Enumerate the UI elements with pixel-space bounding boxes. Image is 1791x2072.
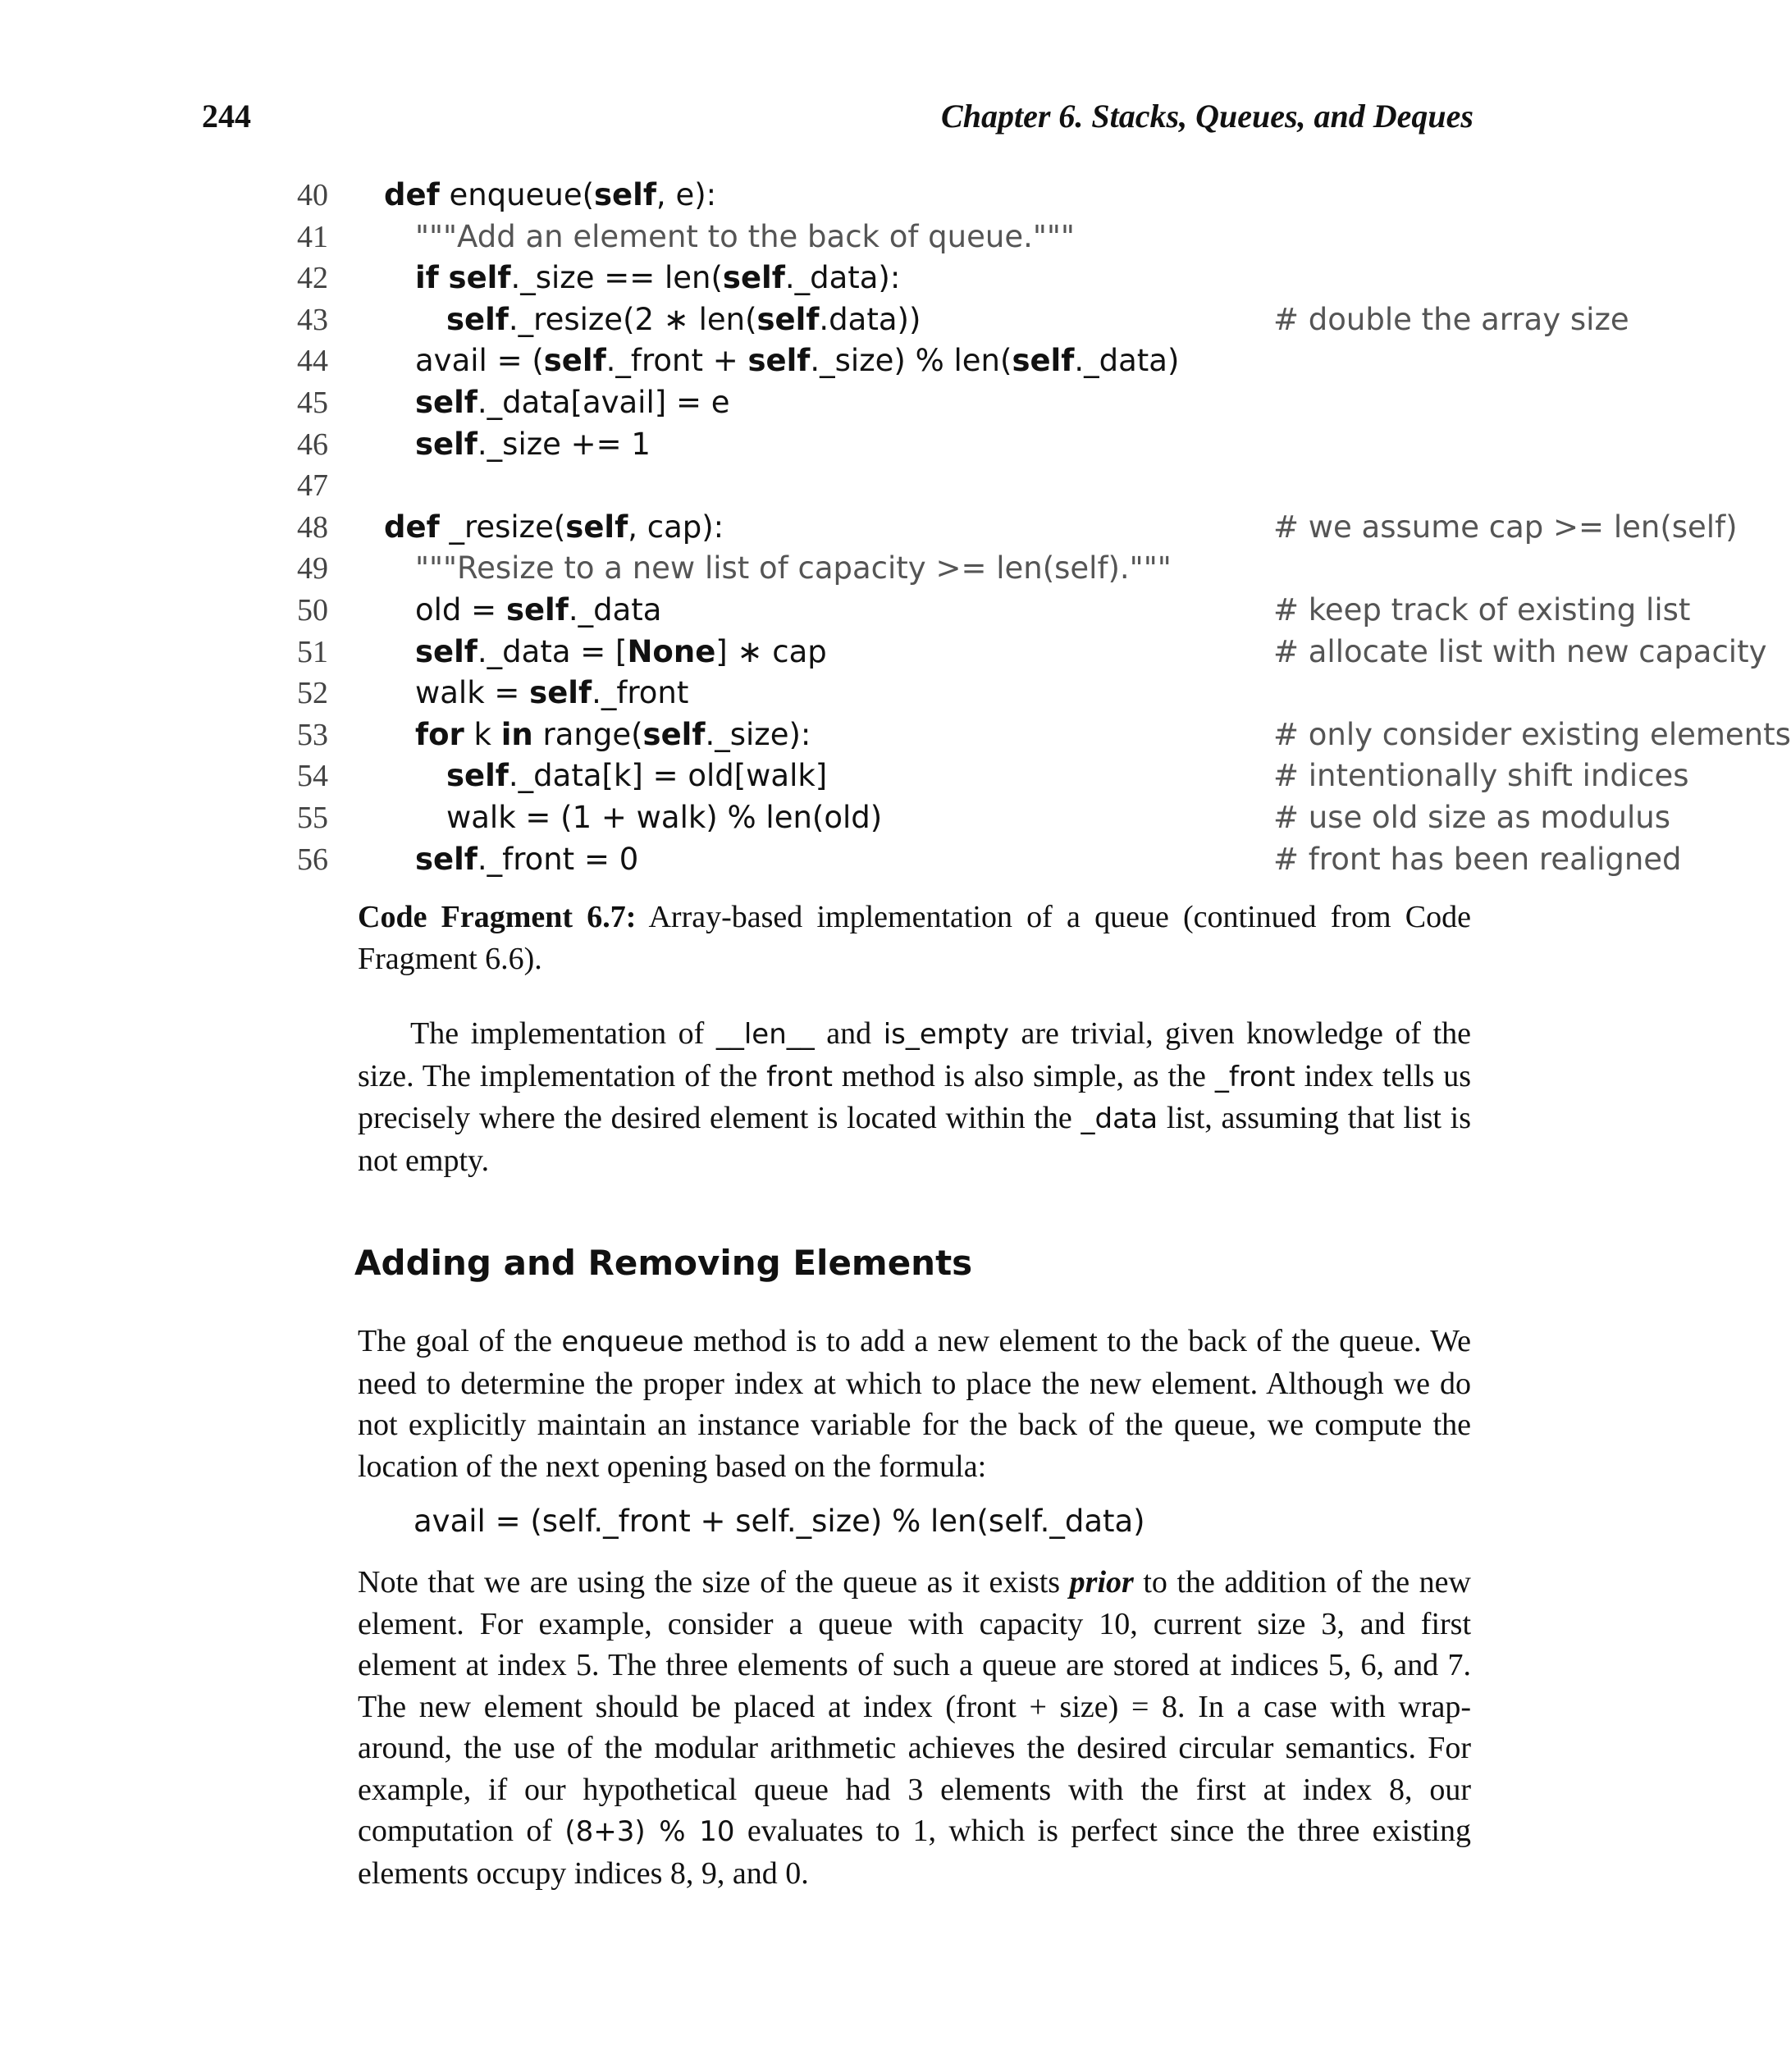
code-keyword: self — [415, 841, 477, 877]
code-text — [384, 507, 724, 549]
code-run: (8+3) % 10 — [564, 1815, 735, 1848]
formula: avail = (self._front + self._size) % len(self._data) — [413, 1504, 1145, 1539]
code-text — [415, 258, 900, 299]
code-line — [279, 299, 1629, 341]
code-run: front — [766, 1060, 833, 1093]
code-line — [279, 797, 1671, 839]
line-number: 52 — [297, 676, 328, 711]
code-line — [279, 590, 1691, 632]
text-run: method is also simple, as the — [833, 1058, 1215, 1093]
line-number: 50 — [297, 592, 328, 628]
line-number: 55 — [297, 800, 328, 835]
text-run: index tells us precisely where the desired element is located within the — [358, 1058, 1471, 1135]
code-comment: # only consider existing elements — [1273, 716, 1791, 752]
code-keyword: self — [642, 716, 706, 752]
code-run: __len__ — [715, 1018, 815, 1051]
line-number: 53 — [297, 717, 328, 752]
code-keyword: for — [415, 716, 464, 752]
code-token: _resize( — [439, 509, 566, 545]
code-keyword: self — [543, 343, 606, 379]
text-run: to the addition of the new element. For example, consider a queue with capacity 10, current size 3, and first element at index 5. The three elements of such a queue are stored at indices 5, 6, and 7. The new element should be placed at index (front + size) = 8. In a case with wrap-around, the use of the modular arithmetic achieves the desired circular semantics. For example, if our hypothetical queue had 3 elements with the first at index 8, our computation of — [358, 1565, 1471, 1848]
code-keyword: def — [384, 509, 440, 545]
line-number: 48 — [297, 509, 328, 545]
running-head: Chapter 6. Stacks, Queues, and Deques — [941, 98, 1473, 135]
paragraph-implementation — [358, 1013, 1471, 1181]
line-number: 51 — [297, 634, 328, 669]
code-token: ._front — [592, 675, 689, 711]
code-token: """Resize to a new list of capacity >= len(self).""" — [415, 550, 1172, 586]
code-line — [279, 217, 1477, 258]
code-keyword: None — [627, 633, 716, 669]
text-run: and — [814, 1016, 884, 1051]
code-line — [279, 382, 1477, 424]
code-token: ._size) % len( — [810, 343, 1012, 379]
code-text — [415, 714, 811, 756]
code-text — [415, 590, 661, 632]
code-token: walk = (1 + walk) % len(old) — [446, 799, 883, 835]
code-keyword: self — [565, 509, 628, 545]
caption-label: Code Fragment 6.7: — [358, 900, 637, 934]
code-line — [279, 175, 1477, 217]
page-number: 244 — [202, 98, 251, 135]
code-run: is_empty — [883, 1018, 1009, 1051]
code-token: ._data = [ — [477, 633, 628, 669]
code-text — [415, 839, 638, 881]
section-heading: Adding and Removing Elements — [354, 1243, 973, 1283]
code-line — [279, 755, 1689, 797]
code-keyword: self — [529, 675, 592, 711]
code-token: """Add an element to the back of queue.""" — [415, 218, 1075, 254]
code-text — [415, 424, 651, 466]
code-token: ._data): — [784, 260, 901, 296]
code-token: range( — [532, 716, 643, 752]
text-run: The implementation of — [410, 1016, 716, 1051]
code-run: _data — [1081, 1102, 1158, 1135]
code-keyword: in — [500, 716, 533, 752]
code-token — [439, 260, 449, 295]
code-token: , cap): — [628, 509, 724, 545]
code-keyword: self — [594, 177, 656, 212]
code-text — [415, 382, 729, 424]
code-line — [279, 258, 1477, 299]
code-keyword: if — [415, 260, 439, 296]
line-number: 49 — [297, 551, 328, 586]
code-keyword: self — [415, 426, 477, 462]
code-keyword: self — [756, 301, 820, 337]
code-text — [415, 548, 1172, 590]
text-run: Note that we are using the size of the queue as it exists — [358, 1565, 1070, 1600]
code-text — [446, 797, 882, 839]
code-text — [446, 755, 827, 797]
text-run: are trivial, given knowledge of the size. The implementation of the — [358, 1016, 1472, 1093]
line-number: 45 — [297, 385, 328, 420]
code-comment: # use old size as modulus — [1273, 799, 1671, 835]
code-token: old = — [415, 591, 506, 628]
line-number: 41 — [297, 219, 328, 254]
code-token: ._size += 1 — [477, 426, 651, 462]
line-number: 46 — [297, 427, 328, 462]
code-token: ._data[avail] = e — [477, 384, 730, 420]
code-token: k — [464, 716, 501, 752]
code-token: ._data — [568, 591, 662, 628]
code-run: _front — [1214, 1060, 1295, 1093]
text-run: evaluates to 1, which is perfect since the three existing elements occupy indices 8, 9, and 0. — [358, 1814, 1471, 1891]
code-token: avail = ( — [415, 343, 544, 379]
line-number: 42 — [297, 261, 328, 296]
code-token: , e): — [656, 177, 717, 212]
code-comment: # front has been realigned — [1273, 841, 1682, 877]
code-run: enqueue — [561, 1326, 684, 1358]
code-listing — [279, 175, 1791, 880]
code-comment: # double the array size — [1273, 301, 1629, 337]
code-keyword: self — [446, 758, 509, 794]
code-token: ._size == len( — [510, 260, 723, 296]
code-comment: # allocate list with new capacity — [1273, 633, 1767, 669]
code-comment: # intentionally shift indices — [1273, 758, 1689, 794]
code-line — [279, 548, 1477, 590]
code-text — [384, 175, 716, 217]
code-line — [279, 673, 1477, 714]
line-number: 40 — [297, 178, 328, 212]
code-line — [279, 424, 1477, 466]
code-line — [279, 340, 1477, 382]
code-line — [279, 507, 1738, 549]
code-caption — [358, 897, 1471, 980]
code-token: ._front + — [605, 343, 748, 379]
code-line — [279, 632, 1767, 673]
line-number: 56 — [297, 842, 328, 877]
code-keyword: self — [505, 591, 569, 628]
caption-text: Array-based implementation of a queue (continued from Code Fragment 6.6). — [358, 900, 1472, 976]
code-token: ._size): — [705, 716, 811, 752]
code-keyword: self — [747, 343, 811, 379]
line-number: 44 — [297, 344, 328, 379]
code-line — [279, 714, 1791, 756]
code-line — [279, 465, 1477, 507]
text-run: method is to add a new element to the back of the queue. We need to determine the proper index at which to place the new element. Although we do not explicitly maintain an instance variable for the back of the queue, we compute the location of the next opening based on the formula: — [358, 1324, 1471, 1484]
line-number: 54 — [297, 759, 328, 794]
text-run: list, assuming that list is not empty. — [358, 1101, 1471, 1178]
code-token: ._data) — [1074, 343, 1180, 379]
code-token: ._data[k] = old[walk] — [508, 758, 828, 794]
code-keyword: self — [415, 384, 477, 420]
code-token: walk = — [415, 675, 530, 711]
code-text — [446, 299, 921, 341]
code-comment: # keep track of existing list — [1273, 591, 1691, 628]
paragraph-wraparound — [358, 1562, 1471, 1894]
code-text — [415, 632, 827, 673]
code-keyword: self — [446, 301, 509, 337]
code-token: ] ∗ cap — [715, 633, 827, 669]
code-comment: # we assume cap >= len(self) — [1273, 509, 1738, 545]
code-text — [415, 673, 688, 714]
code-line — [279, 839, 1682, 881]
code-token: enqueue( — [439, 177, 595, 212]
code-keyword: self — [415, 633, 477, 669]
line-number: 47 — [297, 468, 328, 504]
code-token: ._resize(2 ∗ len( — [508, 301, 757, 337]
code-keyword: def — [384, 177, 440, 212]
code-keyword: self — [1012, 343, 1075, 379]
emphasis: prior — [1069, 1565, 1134, 1600]
code-keyword: self — [722, 260, 785, 296]
code-text — [415, 340, 1179, 382]
code-keyword: self — [448, 260, 511, 296]
paragraph-enqueue-goal — [358, 1321, 1471, 1487]
line-number: 43 — [297, 302, 328, 337]
code-token: ._front = 0 — [477, 841, 639, 877]
text-run: The goal of the — [358, 1324, 562, 1358]
code-text — [415, 217, 1075, 258]
code-token: .data)) — [819, 301, 921, 337]
